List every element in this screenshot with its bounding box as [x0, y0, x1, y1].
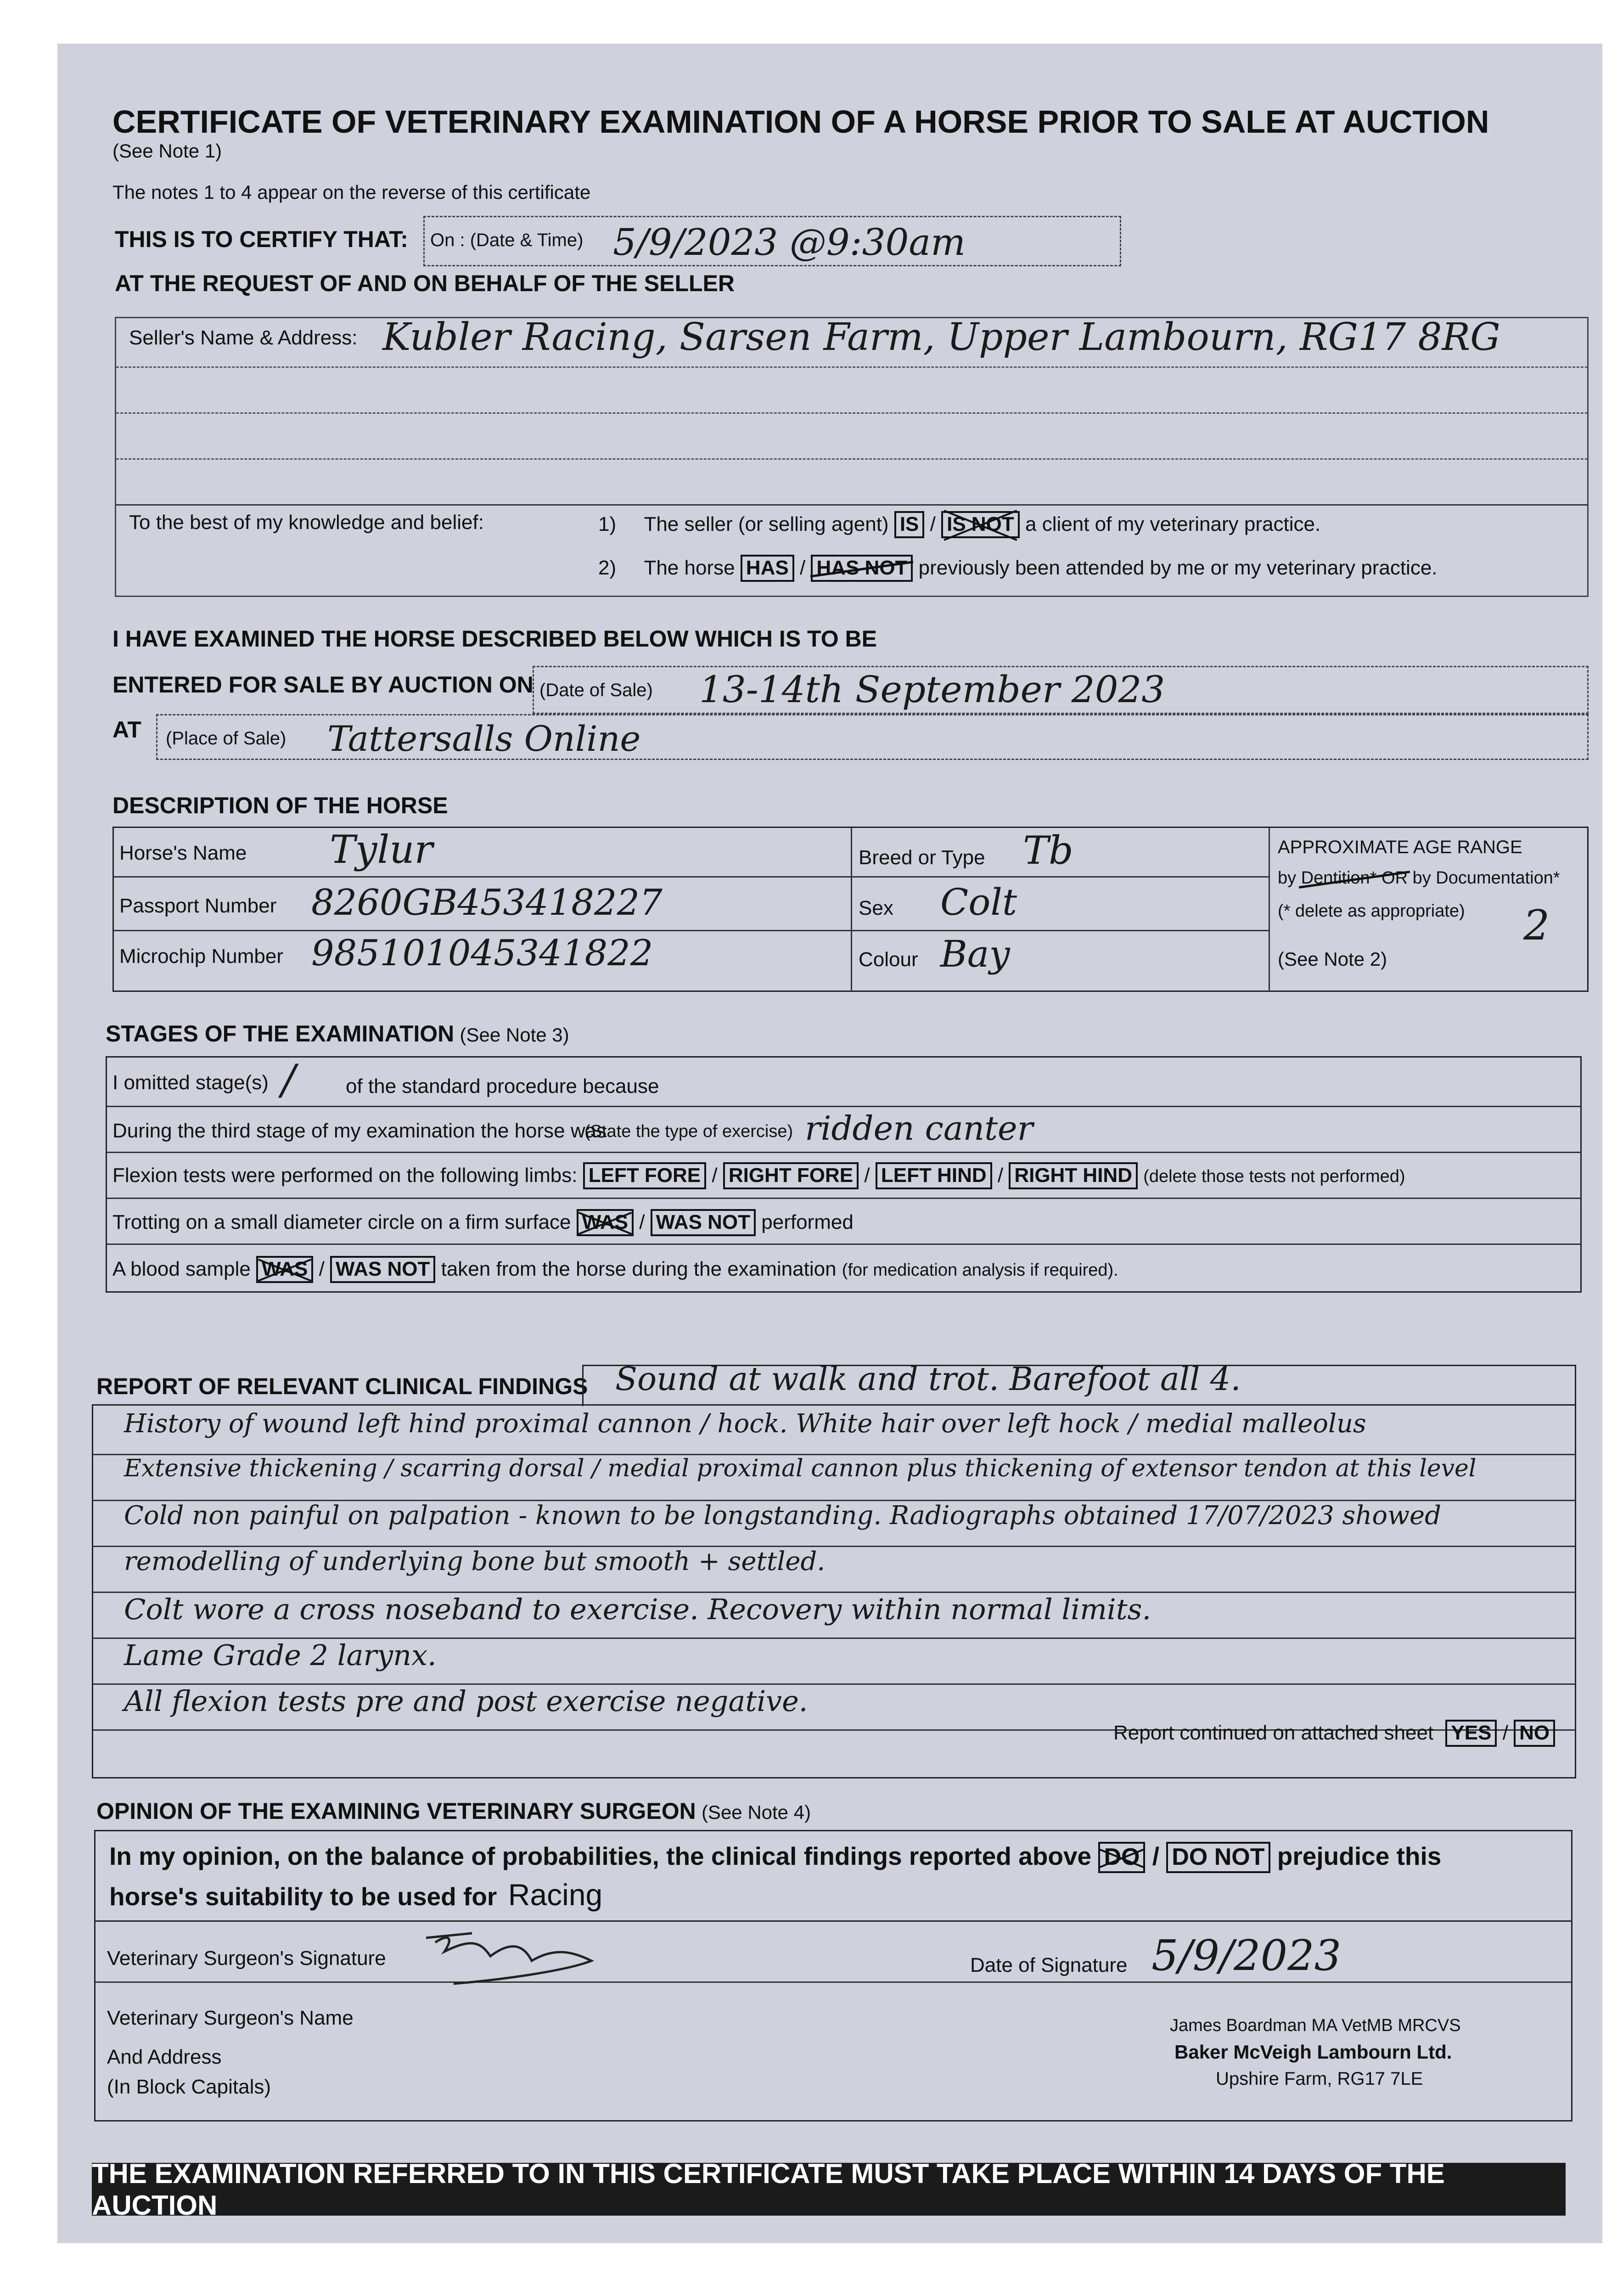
- blood-line: [112, 1256, 1118, 1283]
- flexion-delete-note: (delete those tests not performed): [1143, 1167, 1405, 1186]
- seller-value[interactable]: Kubler Racing, Sarsen Farm, Upper Lambourn, RG17 8RG: [382, 315, 1500, 359]
- see-note-4: (See Note 4): [701, 1801, 811, 1823]
- blood-was-option[interactable]: WAS: [256, 1256, 313, 1283]
- item2-separator: /: [799, 557, 806, 579]
- desc-col-line-2: [1269, 828, 1270, 991]
- opinion-use-value[interactable]: Racing: [508, 1878, 603, 1912]
- age-method-line: [1278, 868, 1560, 888]
- certify-label: THIS IS TO CERTIFY THAT:: [115, 226, 408, 252]
- desc-col-line-1: [851, 828, 852, 991]
- age-dentition-option[interactable]: Dentition* OR: [1301, 868, 1408, 888]
- see-note-1: (See Note 1): [112, 140, 222, 162]
- age-documentation-option[interactable]: by Documentation*: [1412, 868, 1560, 888]
- report-text-line-6: Colt wore a cross noseband to exercise. Recovery within normal limits.: [124, 1593, 1151, 1626]
- blood-sep: /: [319, 1258, 325, 1280]
- report-continued-sep: /: [1502, 1722, 1508, 1744]
- breed-label: Breed or Type: [859, 846, 985, 869]
- has-not-option[interactable]: HAS NOT: [811, 555, 913, 582]
- right-hind-option[interactable]: RIGHT HIND: [1009, 1162, 1138, 1189]
- desc-row-line-2: [114, 930, 1269, 931]
- stages-heading-line: [106, 1020, 569, 1047]
- seller-section: [115, 317, 1589, 597]
- age-by: by: [1278, 868, 1297, 888]
- left-fore-option[interactable]: LEFT FORE: [583, 1162, 706, 1189]
- opinion-line-1: [109, 1841, 1441, 1873]
- horse-name-value[interactable]: Tylur: [330, 827, 433, 872]
- trot-was-option[interactable]: WAS: [577, 1209, 634, 1236]
- opinion-tail: prejudice this: [1277, 1842, 1442, 1870]
- trot-label: Trotting on a small diameter circle on a firm surface: [112, 1211, 571, 1233]
- report-heading: REPORT OF RELEVANT CLINICAL FINDINGS: [96, 1373, 588, 1399]
- flexion-sep-3: /: [997, 1164, 1004, 1187]
- stages-line-2: [107, 1152, 1581, 1153]
- sex-value[interactable]: Colt: [940, 881, 1017, 923]
- opinion-do-option[interactable]: DO: [1098, 1842, 1145, 1873]
- opinion-suitability: horse's suitability to be used for: [109, 1882, 497, 1911]
- seller-line-1: [116, 366, 1588, 368]
- item1-text: The seller (or selling agent): [644, 513, 889, 535]
- description-table: [112, 827, 1589, 992]
- knowledge-label: To the best of my knowledge and belief:: [129, 511, 484, 534]
- omitted-reason-label: of the standard procedure because: [346, 1075, 659, 1097]
- item1-separator: /: [930, 513, 936, 535]
- footer-banner-text: THE EXAMINATION REFERRED TO IN THIS CERTIFICATE MUST TAKE PLACE WITHIN 14 DAYS OF THE AUCTION: [92, 2158, 1445, 2221]
- is-not-option[interactable]: IS NOT: [941, 511, 1020, 538]
- horse-name-label: Horse's Name: [119, 842, 247, 864]
- age-value[interactable]: 2: [1523, 901, 1550, 950]
- report-text-line-3: Extensive thickening / scarring dorsal / medial proximal cannon plus thickening of extensor tendon at this level: [124, 1455, 1477, 1482]
- report-text-line-5: remodelling of underlying bone but smooth + settled.: [124, 1547, 826, 1576]
- breed-value[interactable]: Tb: [1023, 828, 1073, 873]
- opinion-text: In my opinion, on the balance of probabilities, the clinical findings reported above: [109, 1842, 1092, 1870]
- stages-table: [106, 1056, 1582, 1293]
- report-text-line-7: Lame Grade 2 larynx.: [124, 1638, 437, 1672]
- signature-label: Veterinary Surgeon's Signature: [107, 1947, 386, 1970]
- opinion-do-not-option[interactable]: DO NOT: [1166, 1842, 1270, 1873]
- seller-divider: [116, 504, 1588, 506]
- item2-number: 2): [598, 557, 617, 579]
- report-continued-label: Report continued on attached sheet: [1113, 1722, 1434, 1744]
- sex-label: Sex: [859, 897, 893, 919]
- at-label: AT: [112, 717, 141, 743]
- date-of-sale-field[interactable]: [533, 666, 1589, 714]
- signature-divider: [95, 1981, 1572, 1983]
- trot-line: [112, 1209, 854, 1236]
- trot-sep: /: [639, 1211, 645, 1233]
- opinion-line-2: [109, 1877, 602, 1912]
- opinion-sep: /: [1152, 1842, 1159, 1870]
- flexion-line: [112, 1162, 1405, 1189]
- stamp-address: Upshire Farm, RG17 7LE: [1216, 2069, 1423, 2089]
- stages-line-1: [107, 1106, 1581, 1107]
- description-heading: DESCRIPTION OF THE HORSE: [112, 793, 448, 818]
- date-of-sale-label: (Date of Sale): [539, 680, 653, 700]
- place-of-sale-field[interactable]: [156, 714, 1589, 760]
- age-delete-note: (* delete as appropriate): [1278, 901, 1465, 921]
- third-stage-hint: (State the type of exercise): [584, 1122, 793, 1141]
- age-range-heading: APPROXIMATE AGE RANGE: [1278, 837, 1522, 857]
- report-continued-line: [1113, 1720, 1555, 1747]
- seller-label: Seller's Name & Address:: [129, 326, 358, 349]
- third-stage-label: During the third stage of my examination the horse was: [112, 1120, 607, 1142]
- report-text-line-8: All flexion tests pre and post exercise negative.: [124, 1684, 808, 1718]
- microchip-value[interactable]: 985101045341822: [311, 933, 653, 974]
- omitted-label: I omitted stage(s): [112, 1071, 269, 1094]
- right-fore-option[interactable]: RIGHT FORE: [723, 1162, 859, 1189]
- stages-heading: STAGES OF THE EXAMINATION: [106, 1021, 455, 1047]
- trot-was-not-option[interactable]: WAS NOT: [651, 1209, 756, 1236]
- passport-value[interactable]: 8260GB453418227: [311, 882, 663, 923]
- item2-tail: previously been attended by me or my veterinary practice.: [918, 557, 1438, 579]
- request-label: AT THE REQUEST OF AND ON BEHALF OF THE SELLER: [115, 270, 735, 296]
- date-of-signature-label: Date of Signature: [970, 1954, 1128, 1976]
- item1-tail: a client of my veterinary practice.: [1025, 513, 1321, 535]
- passport-label: Passport Number: [119, 895, 277, 917]
- report-text-line-2: History of wound left hind proximal cannon / hock. White hair over left hock / medial malleolus: [124, 1409, 1366, 1439]
- seller-line-2: [116, 412, 1588, 414]
- flexion-sep-2: /: [864, 1164, 870, 1187]
- knowledge-item-2: [598, 555, 1438, 582]
- see-note-2: (See Note 2): [1278, 948, 1387, 970]
- flexion-sep-1: /: [712, 1164, 718, 1187]
- report-text-line-4: Cold non painful on palpation - known to be longstanding. Radiographs obtained 17/07/2023 showed: [124, 1501, 1441, 1531]
- knowledge-item-1: [598, 511, 1320, 538]
- report-continued-yes[interactable]: YES: [1445, 1720, 1497, 1747]
- microchip-label: Microchip Number: [119, 945, 283, 968]
- on-date-time-label: On : (Date & Time): [430, 230, 584, 250]
- third-stage-value[interactable]: ridden canter: [805, 1109, 1033, 1148]
- desc-row-line-1: [114, 876, 1269, 878]
- blood-was-not-option[interactable]: WAS NOT: [330, 1256, 435, 1283]
- left-hind-option[interactable]: LEFT HIND: [876, 1162, 992, 1189]
- blood-tail: taken from the horse during the examination: [441, 1258, 837, 1280]
- opinion-heading-line: [96, 1798, 811, 1824]
- examined-line: I HAVE EXAMINED THE HORSE DESCRIBED BELOW WHICH IS TO BE: [112, 626, 877, 652]
- colour-value[interactable]: Bay: [940, 933, 1010, 975]
- blood-label: A blood sample: [112, 1258, 251, 1280]
- signature-box: [94, 1919, 1572, 2122]
- seller-line-3: [116, 458, 1588, 460]
- report-continued-no[interactable]: NO: [1514, 1720, 1555, 1747]
- stages-line-3: [107, 1198, 1581, 1199]
- date-time-value: 5/9/2023 @9:30am: [613, 221, 966, 264]
- surgeon-name-label: Veterinary Surgeon's Name: [107, 2007, 354, 2029]
- place-of-sale-label: (Place of Sale): [166, 728, 286, 748]
- block-capitals-label: (In Block Capitals): [107, 2076, 271, 2098]
- blood-hint: (for medication analysis if required).: [842, 1261, 1118, 1280]
- stamp-name: James Boardman MA VetMB MRCVS: [1170, 2016, 1461, 2035]
- report-text-line-1: Sound at walk and trot. Barefoot all 4.: [615, 1360, 1241, 1398]
- date-of-sale-value: 13-14th September 2023: [699, 668, 1165, 711]
- opinion-heading: OPINION OF THE EXAMINING VETERINARY SURGEON: [96, 1798, 696, 1824]
- entered-for-sale-label: ENTERED FOR SALE BY AUCTION ON: [112, 672, 534, 698]
- footer-banner: [92, 2158, 1566, 2221]
- omitted-value[interactable]: /: [281, 1056, 296, 1104]
- is-option[interactable]: IS: [894, 511, 925, 538]
- address-label: And Address: [107, 2046, 222, 2068]
- stamp-practice: Baker McVeigh Lambourn Ltd.: [1174, 2041, 1452, 2063]
- stages-line-4: [107, 1244, 1581, 1245]
- date-of-signature-value[interactable]: 5/9/2023: [1151, 1931, 1342, 1980]
- date-time-field[interactable]: [423, 216, 1121, 266]
- signature-scribble[interactable]: [417, 1924, 674, 1988]
- flexion-label: Flexion tests were performed on the following limbs:: [112, 1164, 578, 1187]
- certificate-title: CERTIFICATE OF VETERINARY EXAMINATION OF A HORSE PRIOR TO SALE AT AUCTION: [112, 104, 1489, 140]
- opinion-box: [94, 1830, 1572, 1922]
- has-option[interactable]: HAS: [741, 555, 794, 582]
- see-note-3: (See Note 3): [460, 1024, 569, 1046]
- trot-tail: performed: [761, 1211, 854, 1233]
- item1-number: 1): [598, 513, 617, 535]
- colour-label: Colour: [859, 948, 918, 971]
- notes-line: The notes 1 to 4 appear on the reverse of this certificate: [112, 181, 591, 203]
- place-of-sale-value: Tattersalls Online: [327, 718, 641, 759]
- item2-text: The horse: [644, 557, 735, 579]
